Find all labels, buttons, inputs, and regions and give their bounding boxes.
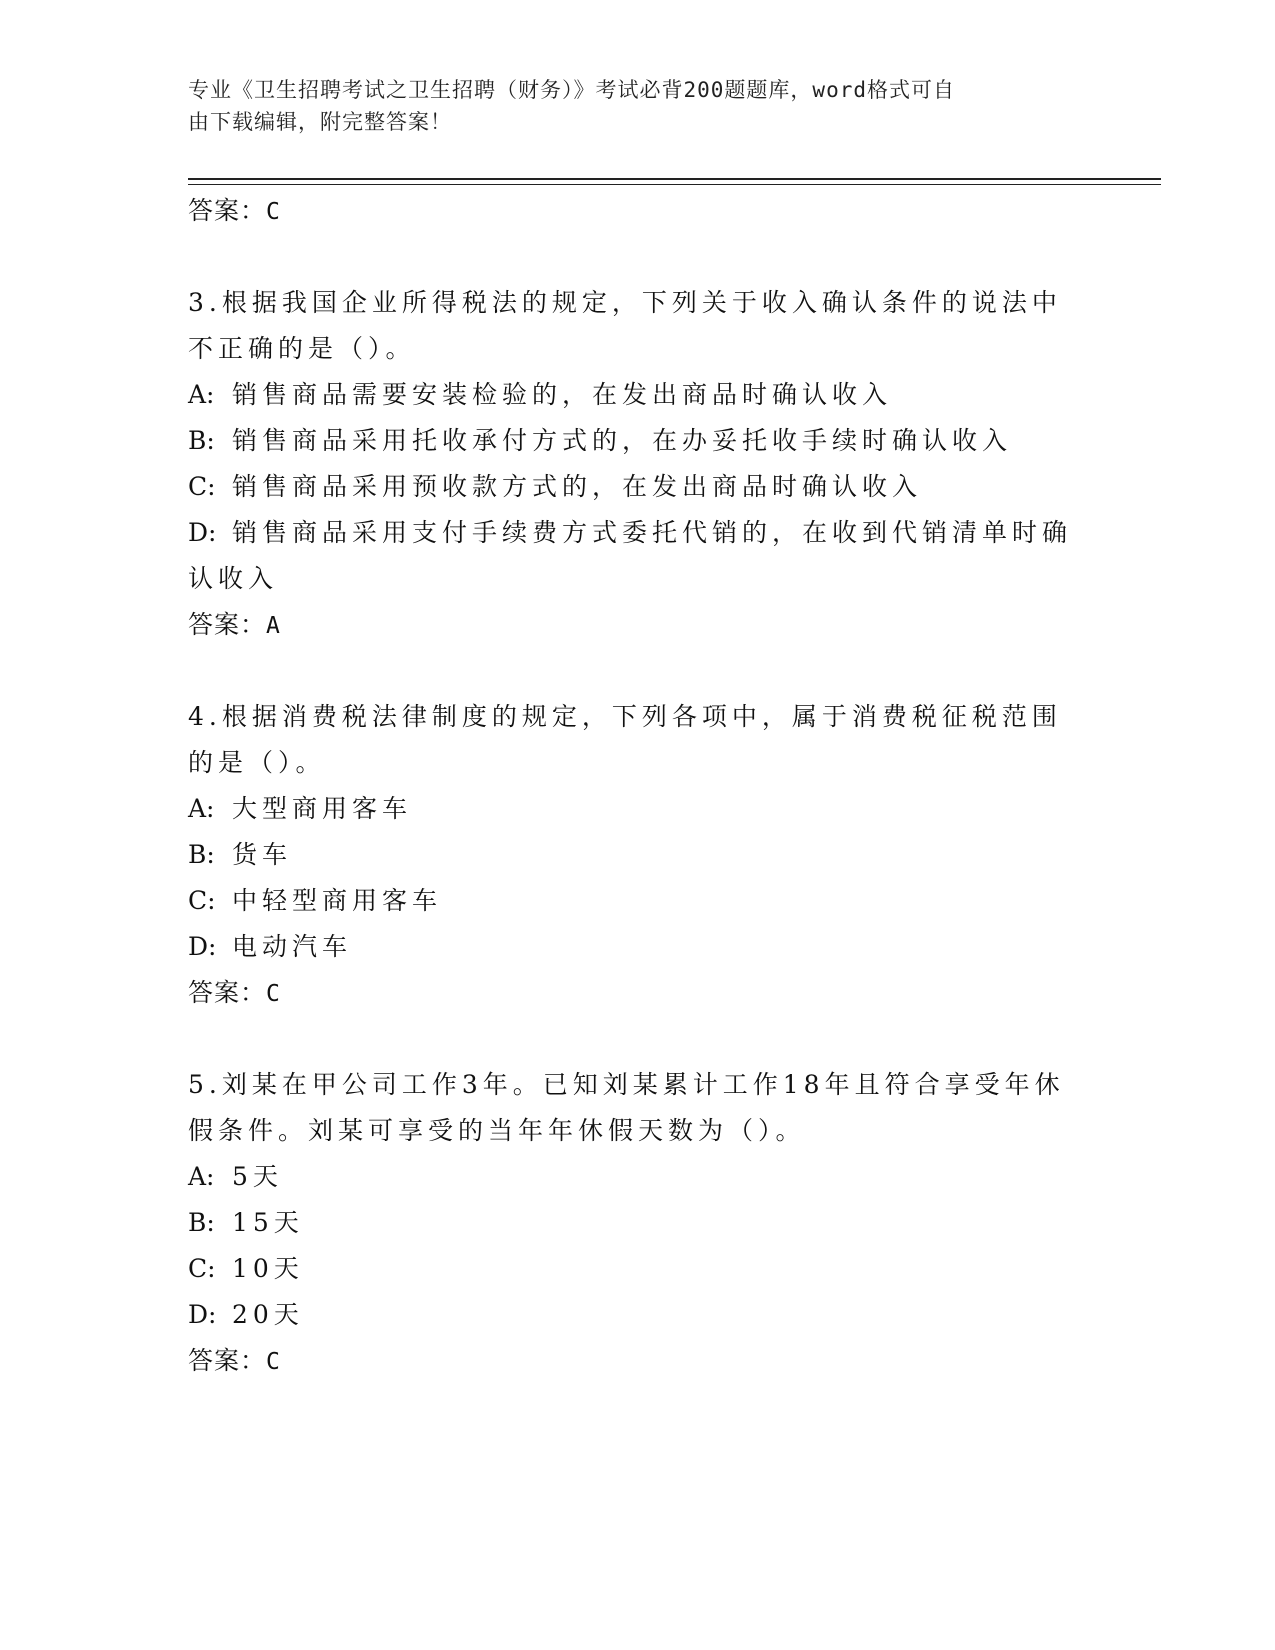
answer-label: 答案：	[188, 978, 267, 1007]
option-text: 电动汽车	[232, 932, 353, 961]
answer-line	[188, 970, 1088, 1016]
option-d	[188, 1292, 1088, 1338]
option-text: 20天	[232, 1300, 304, 1329]
option-text: 销售商品采用托收承付方式的，在办妥托收手续时确认收入	[232, 426, 1013, 455]
answer-label: 答案：	[188, 196, 267, 225]
option-letter: C:	[188, 472, 216, 501]
option-c	[188, 878, 1088, 924]
question-stem: 4.根据消费税法律制度的规定，下列各项中，属于消费税征税范围的是（）。	[188, 702, 1062, 777]
option-text: 5天	[232, 1162, 283, 1191]
question-list	[188, 188, 1088, 1384]
option-b	[188, 1200, 1088, 1246]
answer-line	[188, 188, 1088, 234]
answer-value: C	[266, 199, 281, 225]
option-c	[188, 464, 1088, 510]
question-4	[188, 694, 1088, 1016]
option-text: 货车	[232, 840, 293, 869]
option-letter: B:	[188, 1208, 215, 1237]
option-b	[188, 418, 1088, 464]
option-letter: D:	[188, 518, 217, 547]
answer-label: 答案：	[188, 1346, 267, 1375]
option-d	[188, 924, 1088, 970]
option-letter: C:	[188, 886, 216, 915]
option-c	[188, 1246, 1088, 1292]
option-letter: C:	[188, 1254, 216, 1283]
option-b	[188, 832, 1088, 878]
option-d	[188, 510, 1088, 602]
option-letter: A:	[188, 380, 215, 409]
answer-line	[188, 1338, 1088, 1384]
option-text: 销售商品采用支付手续费方式委托代销的，在收到代销清单时确认收入	[188, 518, 1073, 593]
answer-value: C	[266, 1349, 281, 1375]
answer-value: C	[266, 981, 281, 1007]
header-line-1: 专业《卫生招聘考试之卫生招聘（财务）》考试必背200题题库，word格式可自	[188, 78, 955, 102]
question-stem: 3.根据我国企业所得税法的规定，下列关于收入确认条件的说法中不正确的是（）。	[188, 288, 1062, 363]
option-text: 大型商用客车	[232, 794, 413, 823]
option-letter: B:	[188, 840, 215, 869]
option-text: 15天	[232, 1208, 304, 1237]
header-rule-thin	[188, 184, 1161, 185]
option-a	[188, 1154, 1088, 1200]
option-text: 10天	[232, 1254, 304, 1283]
option-a	[188, 372, 1088, 418]
option-text: 销售商品采用预收款方式的，在发出商品时确认收入	[232, 472, 923, 501]
option-a	[188, 786, 1088, 832]
header-line-2: 由下载编辑，附完整答案！	[188, 110, 452, 134]
option-text: 中轻型商用客车	[232, 886, 443, 915]
header-rule-thick	[188, 178, 1161, 180]
question-stem: 5.刘某在甲公司工作3年。已知刘某累计工作18年且符合享受年休假条件。刘某可享受的当年年休假天数为（）。	[188, 1070, 1065, 1145]
option-letter: A:	[188, 1162, 215, 1191]
option-text: 销售商品需要安装检验的，在发出商品时确认收入	[232, 380, 893, 409]
document-header	[188, 74, 1068, 138]
option-letter: D:	[188, 1300, 217, 1329]
question-3	[188, 280, 1088, 648]
question-5	[188, 1062, 1088, 1384]
option-letter: B:	[188, 426, 215, 455]
option-letter: A:	[188, 794, 215, 823]
answer-line	[188, 602, 1088, 648]
option-letter: D:	[188, 932, 217, 961]
answer-value: A	[266, 613, 281, 639]
answer-label: 答案：	[188, 610, 267, 639]
